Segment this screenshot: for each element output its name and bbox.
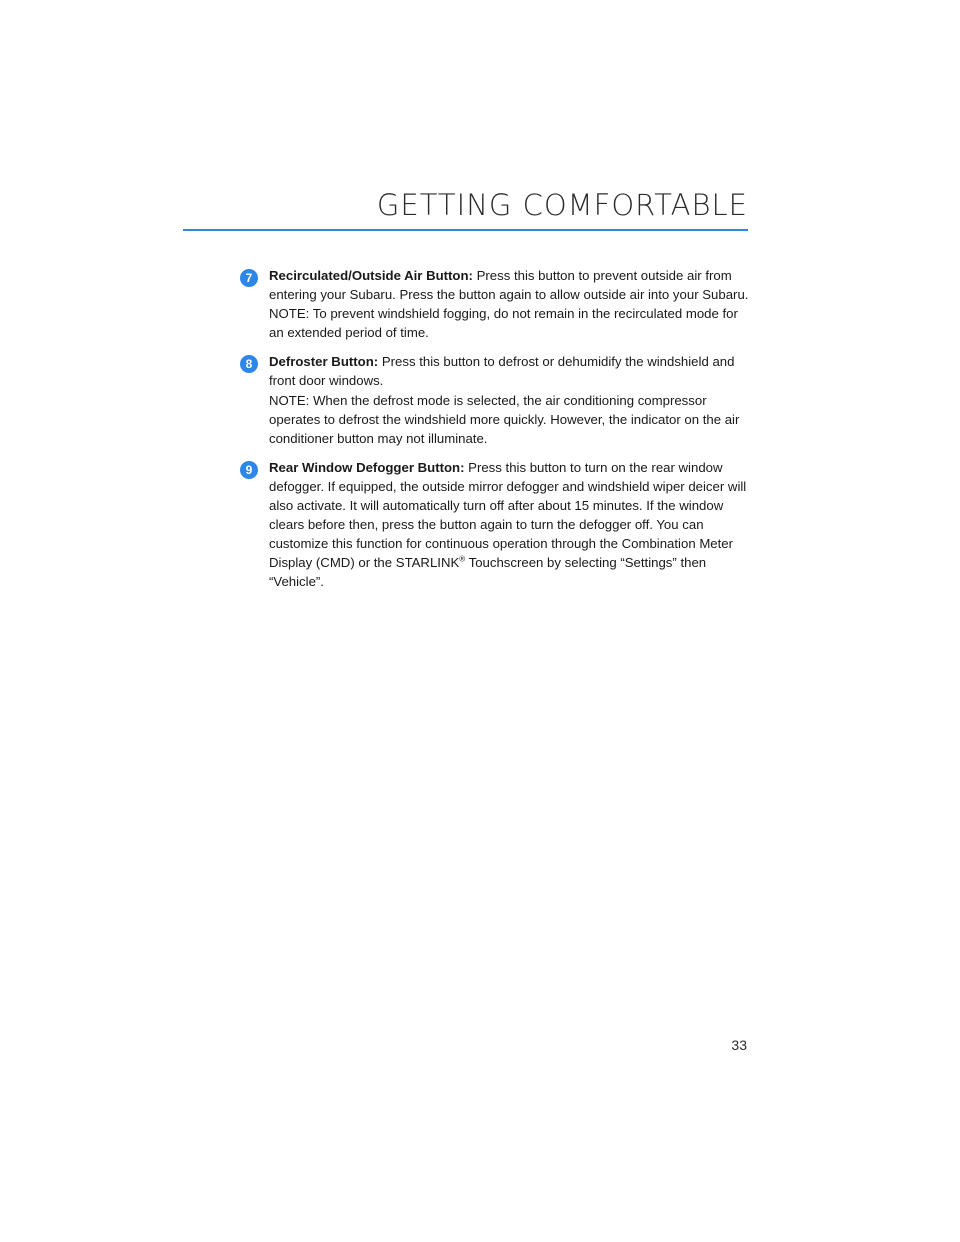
item-note: NOTE: When the defrost mode is selected, the air conditioning compressor operates to defrost the windshield more quickly. However, the indicator on the air conditioner button may not illuminate. [269, 392, 740, 446]
item-lead: Recirculated/Outside Air Button: [269, 268, 473, 283]
item-body: Press this button to defrost or dehumidify the windshield and front door windows. [269, 354, 735, 389]
item-note: NOTE: To prevent windshield fogging, do not remain in the recirculated mode for an extended period of time. [269, 306, 738, 341]
item-lead: Rear Window Defogger Button: [269, 459, 465, 475]
item-body: Press this button to turn on the rear window defogger. If equipped, the outside mirror defogger and windshield wiper deicer will also activate. It will automatically turn off after about 15 minutes. If the window clears before then, press the button again to turn the defogger off. You can customize this function for continuous operation through the Combination Meter Display (CMD) or the STARLINK [269, 459, 747, 571]
item-description [269, 352, 750, 390]
section-title: GETTING COMFORTABLE [376, 188, 748, 222]
item-number-badge: 7 [240, 269, 258, 287]
item-body: Press this button to prevent outside air from entering your Subaru. Press the button again to allow outside air into your Subaru. [269, 268, 749, 303]
trademark-symbol: ® [459, 554, 466, 564]
item-recirculated-air [240, 266, 750, 342]
item-lead: Defroster Button: [269, 354, 379, 370]
item-description [269, 458, 750, 592]
item-body-end: Touchscreen by selecting “Settings” then “Vehicle”. [269, 555, 707, 590]
item-number-badge: 9 [240, 461, 258, 479]
item-list [240, 266, 750, 602]
item-rear-defogger [240, 458, 750, 592]
item-defroster [240, 352, 750, 447]
item-description [269, 266, 750, 304]
section-rule [183, 229, 748, 231]
page-number: 33 [731, 1037, 747, 1053]
item-number-badge: 8 [240, 355, 258, 373]
